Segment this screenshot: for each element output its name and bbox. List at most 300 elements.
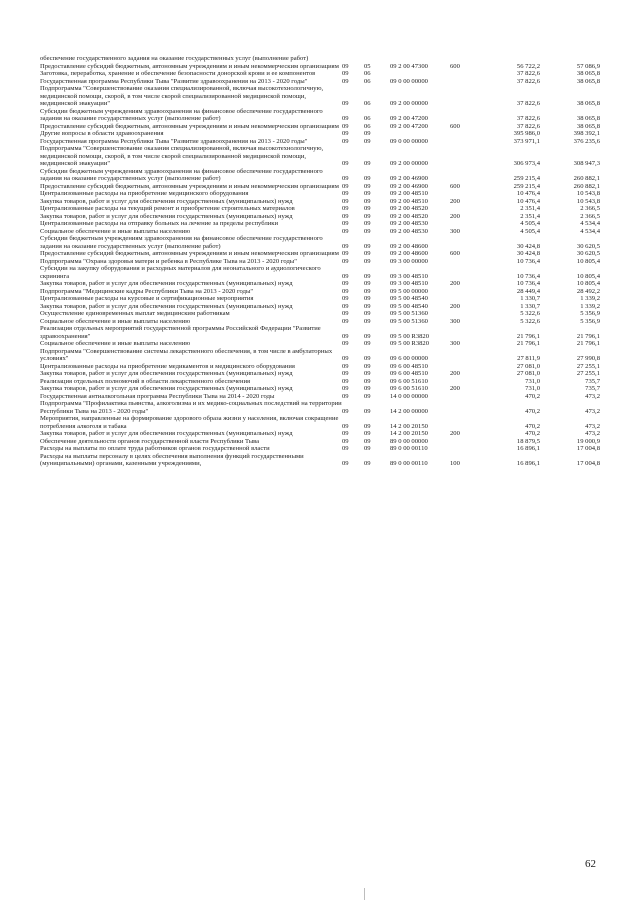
row-target-article: 09 3 00 00000 [390,257,428,265]
row-subsection-code: 09 [364,160,371,167]
row-expense-type [450,258,474,266]
row-target-article [390,55,450,63]
row-section-code: 09 [342,227,349,235]
row-expense-type [450,325,474,340]
row-section-code: 09 [342,332,349,340]
row-sum-year-2: 10 543,8 [576,190,600,197]
row-sum-year-2: 38 065,8 [576,100,600,107]
table-row [40,318,600,326]
table-row [40,400,600,415]
table-row [40,370,600,378]
row-subsection-code: 09 [364,407,371,415]
row-section-code: 09 [342,77,349,85]
row-section-code: 09 [342,317,349,325]
row-sum-year-2 [540,55,600,63]
table-row [40,280,600,288]
table-row [40,85,600,108]
row-target-article: 09 5 00 R3820 [390,332,430,340]
row-name: Централизованные расходы на приобретение медицинского оборудования [40,190,249,197]
table-row [40,445,600,453]
row-section-code: 09 [342,302,349,310]
table-row [40,310,600,318]
row-section-code: 09 [342,100,349,107]
row-sum-year-2: 4 534,4 [580,227,600,235]
row-section-code: 09 [342,220,349,227]
row-sum-year-2: 473,2 [585,422,600,430]
row-sum-year-2: 1 339,2 [580,295,600,302]
row-subsection-code: 09 [364,422,371,430]
row-section-code: 09 [342,422,349,430]
table-row [40,288,600,296]
row-expense-type [450,70,474,78]
row-sum-year-2: 260 882,1 [573,182,600,190]
row-expense-type [450,235,474,250]
row-sum-year-1: 16 896,1 [516,460,540,467]
row-subsection-code: 09 [364,362,371,370]
row-name: Централизованные расходы на текущий ремонт и приобретение строительных материалов [40,205,295,212]
row-subsection-code: 09 [364,287,371,295]
row-section-code: 09 [342,190,349,197]
row-section-code: 09 [342,340,349,347]
table-row [40,123,600,131]
row-sum-year-2: 38 065,8 [576,122,600,130]
table-row [40,378,600,386]
row-sum-year-2: 473,2 [585,407,600,415]
row-name: Реализация отдельных мероприятий государственной программы Российской Федерации "Развитие здравоохранения" [40,325,321,340]
row-subsection-code: 09 [364,212,371,220]
table-row [40,385,600,393]
row-name: Закупка товаров, работ и услуг для обеспечения государственных (муниципальных) нужд [40,430,293,437]
table-row [40,168,600,183]
table-row [40,63,600,71]
row-target-article: 09 2 00 47200 [390,122,428,130]
row-section-code: 09 [342,182,349,190]
row-target-article: 14 2 00 00000 [390,407,428,415]
table-row [40,348,600,363]
row-target-article: 09 2 00 48530 [390,227,428,235]
table-row [40,138,600,146]
row-sum-year-2: 2 366,5 [580,205,600,212]
row-name: Закупка товаров, работ и услуг для обеспечения государственных (муниципальных) нужд [40,302,293,310]
row-name: Предоставление субсидий бюджетным, автономным учреждениям и иным некоммерческим организациям [40,250,339,257]
row-subsection-code: 09 [364,430,371,437]
row-sum-year-2: 735,7 [585,385,600,392]
row-target-article: 09 0 00 00000 [390,77,428,85]
row-expense-type [450,168,474,183]
table-row [40,228,600,236]
row-expense-type [450,85,474,108]
row-sum-year-2: 10 805,4 [576,272,600,280]
row-section-code: 09 [342,430,349,437]
row-sum-year-1: 731,0 [525,377,540,385]
row-section-code: 09 [342,137,349,145]
row-section-code: 09 [342,205,349,212]
row-name: Предоставление субсидий бюджетным, автономным учреждениям и иным некоммерческим организациям [40,62,339,70]
row-sum-year-1: 4 505,4 [520,220,540,227]
row-sum-year-1: 4 505,4 [520,227,540,235]
row-sum-year-1 [474,55,540,63]
row-section-code: 09 [342,362,349,370]
row-name: Обеспечение деятельности органов государственной власти Республики Тыва [40,437,260,445]
table-row [40,438,600,446]
row-expense-type [450,265,474,280]
row-section-code: 09 [342,175,349,182]
row-sum-year-1: 5 322,6 [520,310,540,317]
table-row [40,220,600,228]
row-subsection-code: 09 [364,227,371,235]
row-target-article: 09 2 00 48600 [390,250,428,257]
row-name: обеспечение государственного задания на оказание государственных услуг (выполнение работ) [40,55,309,62]
row-expense-type: 300 [450,317,460,325]
row-subsection-code: 06 [364,115,371,122]
scan-artifact [364,888,365,900]
row-subsection-code [364,55,390,63]
row-section-code: 09 [342,70,349,77]
row-name: Подпрограмма "Совершенствование оказания специализированной, включая высокотехнологичную, медицинской помощи, скорой, в том числе скорой специализированной медицинской помощи, медицинской эвакуации" [40,145,324,167]
row-subsection-code: 09 [364,197,371,205]
row-subsection-code: 09 [364,205,371,212]
table-row [40,183,600,191]
table-row [40,303,600,311]
row-target-article: 89 0 00 00000 [390,437,428,445]
row-target-article: 14 0 00 00000 [390,392,428,400]
row-section-code: 09 [342,355,349,362]
row-target-article [390,130,450,138]
row-name: Закупка товаров, работ и услуг для обеспечения государственных (муниципальных) нужд [40,280,293,287]
row-sum-year-2: 2 366,5 [580,212,600,220]
row-sum-year-2: 38 065,8 [576,77,600,85]
row-sum-year-1: 470,2 [525,430,540,437]
row-sum-year-1: 306 973,4 [513,160,540,167]
table-row [40,265,600,280]
row-target-article: 09 6 00 48510 [390,370,428,377]
row-section-code: 09 [342,460,349,467]
row-sum-year-1: 16 896,1 [516,445,540,452]
row-sum-year-2: 38 065,8 [576,70,600,77]
row-sum-year-1: 2 351,4 [520,205,540,212]
row-sum-year-1: 37 822,6 [516,115,540,122]
row-sum-year-2: 5 356,9 [580,317,600,325]
row-sum-year-1: 5 322,6 [520,317,540,325]
page-number: 62 [585,858,596,870]
row-target-article: 09 2 00 47300 [390,62,428,70]
row-sum-year-1: 18 879,5 [516,437,540,445]
row-sum-year-1: 470,2 [525,407,540,415]
row-sum-year-1: 395 986,0 [513,130,540,137]
row-subsection-code: 09 [364,355,371,362]
table-row [40,55,600,63]
row-target-article: 09 6 00 51610 [390,385,428,392]
row-subsection-code: 09 [364,190,371,197]
row-name: Реализация отдельных полномочий в области лекарственного обеспечения [40,377,251,385]
row-section-code: 09 [342,377,349,385]
row-sum-year-1: 27 811,9 [517,355,540,362]
row-sum-year-1: 731,0 [525,385,540,392]
row-expense-type: 300 [450,340,460,347]
row-sum-year-2: 27 255,1 [576,370,600,377]
budget-table-body [40,55,600,468]
row-name: Подпрограмма "Совершенствование системы лекарственного обеспечения, в том числе в амбулаторных условиях" [40,347,333,362]
row-section-code: 09 [342,385,349,392]
row-subsection-code: 05 [364,62,371,70]
row-sum-year-2: 10 805,4 [576,257,600,265]
row-expense-type [450,438,474,446]
row-name: Субсидии на закупку оборудования и расходных материалов для неонатального и аудиологического скрининга [40,265,321,280]
table-row [40,205,600,213]
row-name: Расходы на выплаты по оплате труда работников органов государственной власти [40,445,270,452]
row-target-article: 09 5 00 00000 [390,287,428,295]
row-expense-type [450,295,474,303]
row-subsection-code: 09 [364,220,371,227]
row-name: Государственная программа Республики Тыва "Развитие здравоохранения на 2013 - 2020 годы" [40,77,308,85]
row-subsection-code: 09 [364,182,371,190]
row-target-article: 09 2 00 48600 [390,242,428,250]
row-sum-year-2: 5 356,9 [580,310,600,317]
row-expense-type [450,400,474,415]
row-subsection-code: 06 [364,122,371,130]
row-expense-type: 600 [450,182,460,190]
row-name: Государственная антиалкогольная программа Республики Тыва на 2014 - 2020 годы [40,392,275,400]
row-expense-type [450,415,474,430]
table-row [40,108,600,123]
row-sum-year-2: 21 796,1 [576,340,600,347]
row-expense-type [450,363,474,371]
row-name: Закупка товаров, работ и услуг для обеспечения государственных (муниципальных) нужд [40,197,293,205]
row-expense-type [450,108,474,123]
row-target-article: 09 3 00 48510 [390,280,428,287]
table-row [40,295,600,303]
row-name: Социальное обеспечение и иные выплаты населению [40,340,191,347]
row-target-article: 09 5 00 48540 [390,295,428,302]
row-subsection-code: 09 [364,460,371,467]
row-target-article: 89 0 00 00110 [390,445,428,452]
row-target-article: 09 2 00 00000 [390,160,428,167]
row-expense-type [450,220,474,228]
row-subsection-code: 09 [364,377,371,385]
row-sum-year-1: 37 822,6 [516,122,540,130]
row-name: Закупка товаров, работ и услуг для обеспечения государственных (муниципальных) нужд [40,212,293,220]
row-expense-type [450,310,474,318]
row-sum-year-2: 473,2 [585,392,600,400]
row-sum-year-1: 27 081,0 [516,370,540,377]
table-row [40,198,600,206]
row-sum-year-2: 376 235,6 [573,137,600,145]
table-row [40,325,600,340]
row-expense-type [450,205,474,213]
table-row [40,130,600,138]
row-section-code: 09 [342,250,349,257]
table-row [40,235,600,250]
row-name: Предоставление субсидий бюджетным, автономным учреждениям и иным некоммерческим организациям [40,122,339,130]
row-subsection-code: 09 [364,130,371,137]
row-name: Централизованные расходы на приобретение медикаментов и медицинского оборудования [40,362,295,370]
row-subsection-code: 09 [364,257,371,265]
row-subsection-code: 09 [364,137,371,145]
table-row [40,213,600,221]
row-section-code: 09 [342,242,349,250]
row-sum-year-2: 38 065,8 [576,115,600,122]
row-target-article: 09 5 00 R3820 [390,340,430,347]
row-sum-year-2: 473,2 [585,430,600,437]
row-sum-year-2: 17 004,8 [576,445,600,452]
row-section-code: 09 [342,160,349,167]
row-subsection-code: 09 [364,242,371,250]
row-target-article: 09 6 00 48510 [390,362,428,370]
row-expense-type: 200 [450,280,460,287]
row-sum-year-1: 10 476,4 [516,197,540,205]
row-name: Субсидии бюджетным учреждениям здравоохранения на финансовое обеспечение государственного задания на оказание государственных услуг (выполнение работ) [40,107,323,122]
row-target-article: 14 2 00 20150 [390,430,428,437]
row-target-article: 09 6 00 00000 [390,355,428,362]
row-target-article: 14 2 00 20150 [390,422,428,430]
row-section-code: 09 [342,257,349,265]
table-row [40,393,600,401]
row-section-code: 09 [342,62,349,70]
row-subsection-code: 09 [364,310,371,317]
row-sum-year-2: 308 947,3 [573,160,600,167]
row-target-article: 09 2 00 46900 [390,182,428,190]
row-expense-type [450,138,474,146]
row-section-code [342,55,364,63]
row-name: Осуществление единовременных выплат медицинским работникам [40,310,230,317]
row-name: Закупка товаров, работ и услуг для обеспечения государственных (муниципальных) нужд [40,370,293,377]
row-expense-type [450,55,474,63]
row-target-article: 09 6 00 51610 [390,377,428,385]
row-sum-year-1: 10 736,4 [516,257,540,265]
row-section-code: 09 [342,445,349,452]
row-subsection-code: 09 [364,340,371,347]
row-name: Подпрограмма "Совершенствование оказания специализированной, включая высокотехнологичную, медицинской помощи, скорой, в том числе скорой специализированной медицинской помощи, медицинской эвакуации" [40,85,324,107]
row-expense-type [450,348,474,363]
row-subsection-code: 09 [364,272,371,280]
row-expense-type: 200 [450,430,460,437]
row-subsection-code: 09 [364,302,371,310]
row-sum-year-1: 30 424,8 [516,242,540,250]
row-expense-type: 100 [450,460,460,467]
row-sum-year-2: 27 255,1 [576,362,600,370]
row-subsection-code: 09 [364,445,371,452]
row-target-article: 09 2 00 46900 [390,175,428,182]
row-expense-type [450,130,474,138]
table-row [40,70,600,78]
row-sum-year-1: 37 822,6 [516,100,540,107]
row-name: Субсидии бюджетным учреждениям здравоохранения на финансовое обеспечение государственного задания на оказание государственных услуг (выполнение работ) [40,167,323,182]
row-subsection-code: 09 [364,280,371,287]
row-subsection-code: 09 [364,385,371,392]
table-row [40,363,600,371]
row-sum-year-1: 1 330,7 [520,302,540,310]
row-target-article: 09 5 00 51360 [390,310,428,317]
row-expense-type: 200 [450,197,460,205]
row-section-code: 09 [342,437,349,445]
row-section-code: 09 [342,197,349,205]
row-expense-type: 200 [450,212,460,220]
row-sum-year-1: 30 424,8 [516,250,540,257]
table-row [40,78,600,86]
table-row [40,258,600,266]
row-sum-year-2: 10 543,8 [576,197,600,205]
table-row [40,250,600,258]
row-target-article: 09 2 00 00000 [390,100,428,107]
row-expense-type [450,378,474,386]
row-subsection-code: 06 [364,100,371,107]
row-target-article: 09 2 00 48510 [390,197,428,205]
row-target-article: 09 2 00 47200 [390,115,428,122]
row-expense-type: 200 [450,385,460,392]
row-section-code: 09 [342,122,349,130]
row-target-article: 09 2 00 48520 [390,212,428,220]
row-name: Другие вопросы в области здравоохранения [40,130,164,137]
row-section-code: 09 [342,295,349,302]
row-expense-type: 300 [450,227,460,235]
row-target-article: 09 0 00 00000 [390,137,428,145]
row-sum-year-1: 28 449,4 [516,287,540,295]
row-sum-year-2: 17 004,8 [576,460,600,467]
row-name: Подпрограмма "Профилактика пьянства, алкоголизма и их медико-социальных последствий на территории Республики Тыва на 2013 - 2020 годы" [40,400,342,415]
row-sum-year-1: 259 215,4 [513,175,540,182]
row-sum-year-1: 56 722,2 [516,62,540,70]
row-expense-type [450,288,474,296]
row-sum-year-2: 27 990,8 [576,355,600,362]
row-expense-type: 600 [450,62,460,70]
table-row [40,145,600,168]
row-section-code: 09 [342,370,349,377]
row-name: Централизованные расходы на отправку больных на лечение за пределы республики [40,220,279,227]
row-expense-type [450,78,474,86]
budget-table [40,55,600,468]
table-row [40,190,600,198]
row-name: Централизованные расходы на курсовые и сертификационные мероприятия [40,295,254,302]
row-sum-year-2: 57 086,9 [576,62,600,70]
row-sum-year-2: 30 620,5 [576,250,600,257]
row-target-article: 09 5 00 48540 [390,302,428,310]
row-sum-year-1: 37 822,6 [516,70,540,77]
row-sum-year-2: 4 534,4 [580,220,600,227]
row-expense-type: 600 [450,250,460,257]
row-name: Субсидии бюджетным учреждениям здравоохранения на финансовое обеспечение государственного задания на оказание государственных услуг (выполнение работ) [40,235,323,250]
row-sum-year-2: 260 882,1 [573,175,600,182]
row-expense-type: 200 [450,302,460,310]
row-sum-year-1: 10 736,4 [516,272,540,280]
row-section-code: 09 [342,212,349,220]
row-expense-type [450,393,474,401]
row-target-article [390,70,450,78]
row-name: Мероприятия, направленные на формирование здорового образа жизни у населения, включая сокращение потребления алкоголя и табака [40,415,339,430]
row-target-article: 09 2 00 48510 [390,190,428,197]
row-sum-year-1: 10 736,4 [516,280,540,287]
row-sum-year-2: 19 000,9 [576,437,600,445]
row-expense-type [450,445,474,453]
row-name: Расходы на выплаты персоналу в целях обеспечения выполнения функций государственными (муниципальными) органами, казенными учреждениями, [40,452,304,467]
row-subsection-code: 09 [364,250,371,257]
row-section-code: 09 [342,407,349,415]
row-name: Подпрограмма "Охрана здоровья матери и ребенка в Республике Тыва на 2013 - 2020 годы" [40,257,297,265]
row-subsection-code: 09 [364,332,371,340]
row-sum-year-1: 470,2 [525,392,540,400]
row-section-code: 09 [342,130,349,137]
table-row [40,430,600,438]
row-subsection-code: 09 [364,392,371,400]
row-subsection-code: 09 [364,437,371,445]
row-name: Государственная программа Республики Тыва "Развитие здравоохранения на 2013 - 2020 годы" [40,137,308,145]
row-sum-year-1: 21 796,1 [516,332,540,340]
row-section-code: 09 [342,280,349,287]
row-subsection-code: 06 [364,70,371,77]
row-sum-year-1: 373 971,1 [513,137,540,145]
row-name: Социальное обеспечение и иные выплаты населению [40,317,191,325]
table-row [40,415,600,430]
row-sum-year-1: 1 330,7 [520,295,540,302]
